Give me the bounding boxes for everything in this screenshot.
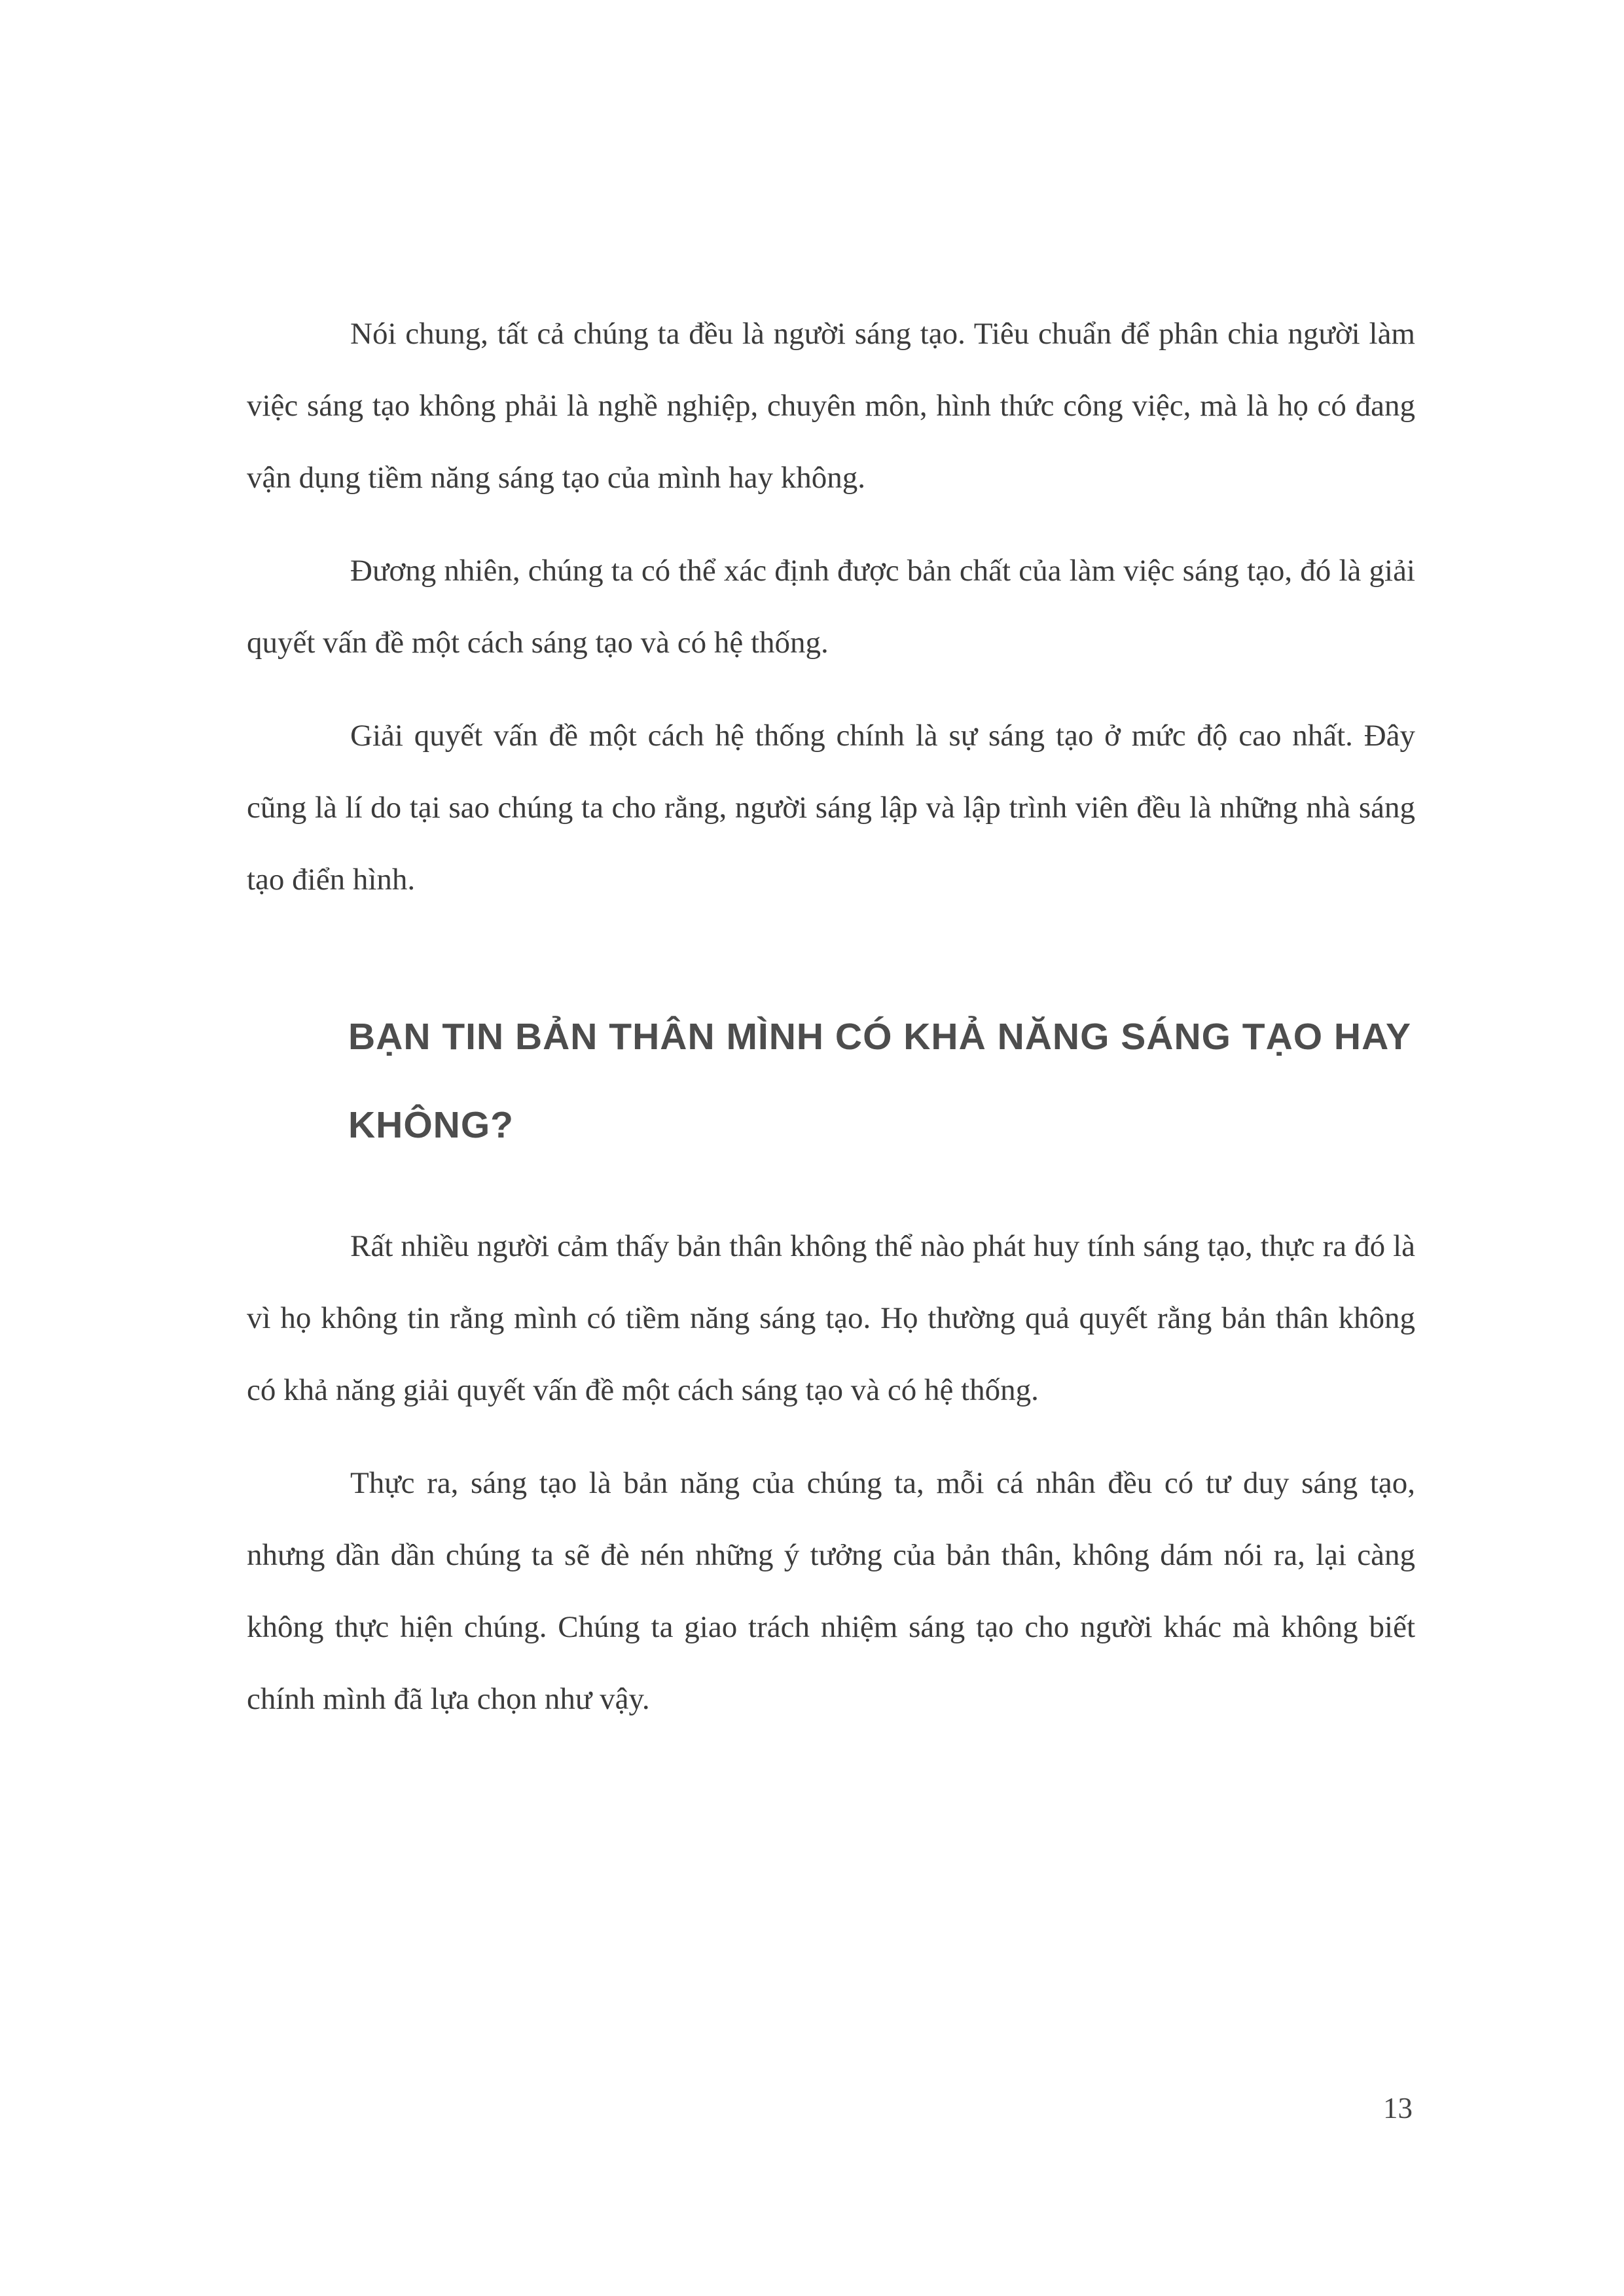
body-paragraph: Giải quyết vấn đề một cách hệ thống chính là sự sáng tạo ở mức độ cao nhất. Đây cũng là lí do tại sao chúng ta cho rằng, người sáng lập và lập trình viên đều là những nhà sáng tạo điển hình. [247,719,1415,897]
body-paragraph: Nói chung, tất cả chúng ta đều là người sáng tạo. Tiêu chuẩn để phân chia người làm việc sáng tạo không phải là nghề nghiệp, chuyên môn, hình thức công việc, mà là họ có đang vận dụng tiềm năng sáng tạo của mình hay không. [247,317,1415,495]
body-paragraph: Rất nhiều người cảm thấy bản thân không thể nào phát huy tính sáng tạo, thực ra đó là vì họ không tin rằng mình có tiềm năng sáng tạo. Họ thường quả quyết rằng bản thân không có khả năng giải quyết vấn đề một cách sáng tạo và có hệ thống. [247,1229,1415,1407]
page-number: 13 [1383,2092,1413,2125]
body-paragraph: Đương nhiên, chúng ta có thể xác định được bản chất của làm việc sáng tạo, đó là giải quyết vấn đề một cách sáng tạo và có hệ thống. [247,554,1415,660]
body-paragraph: Thực ra, sáng tạo là bản năng của chúng ta, mỗi cá nhân đều có tư duy sáng tạo, nhưng dần dần chúng ta sẽ đè nén những ý tưởng của bản thân, không dám nói ra, lại càng không thực hiện chúng. Chúng ta giao trách nhiệm sáng tạo cho người khác mà không biết chính mình đã lựa chọn như vậy. [247,1466,1415,1716]
section-heading: BẠN TIN BẢN THÂN MÌNH CÓ KHẢ NĂNG SÁNG TẠO HAY KHÔNG? [348,1016,1411,1146]
page-content [247,298,1415,1756]
